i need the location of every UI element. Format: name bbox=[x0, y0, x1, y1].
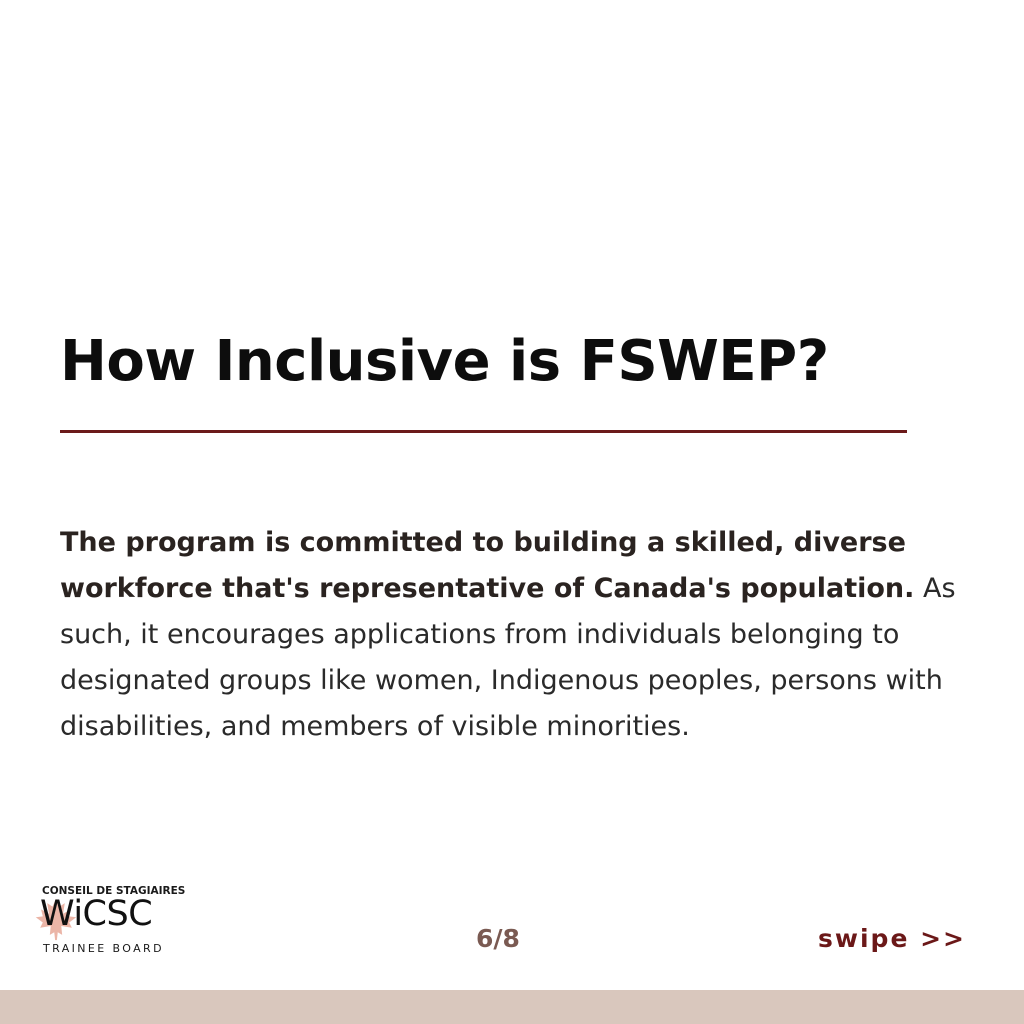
logo-bottom-text: TRAINEE BOARD bbox=[43, 942, 164, 955]
swipe-prompt[interactable]: swipe >> bbox=[818, 924, 966, 953]
page-indicator: 6/8 bbox=[476, 924, 520, 953]
bottom-band bbox=[0, 990, 1024, 1024]
logo-wordmark: WiCSC bbox=[40, 894, 153, 934]
logo-top-text: CONSEIL DE STAGIAIRES bbox=[42, 885, 186, 897]
body-rest-text: As such, it encourages applications from individuals belonging to designated groups like women, Indigenous peoples, persons with disabilities, and members of visible minorities. bbox=[60, 573, 956, 742]
body-lead-text: The program is committed to building a skilled, diverse workforce that's representative of Canada's population. bbox=[60, 527, 915, 604]
body-paragraph bbox=[60, 520, 960, 750]
slide-title: How Inclusive is FSWEP? bbox=[60, 329, 829, 394]
title-divider bbox=[60, 430, 907, 433]
wicsc-logo bbox=[32, 882, 186, 958]
